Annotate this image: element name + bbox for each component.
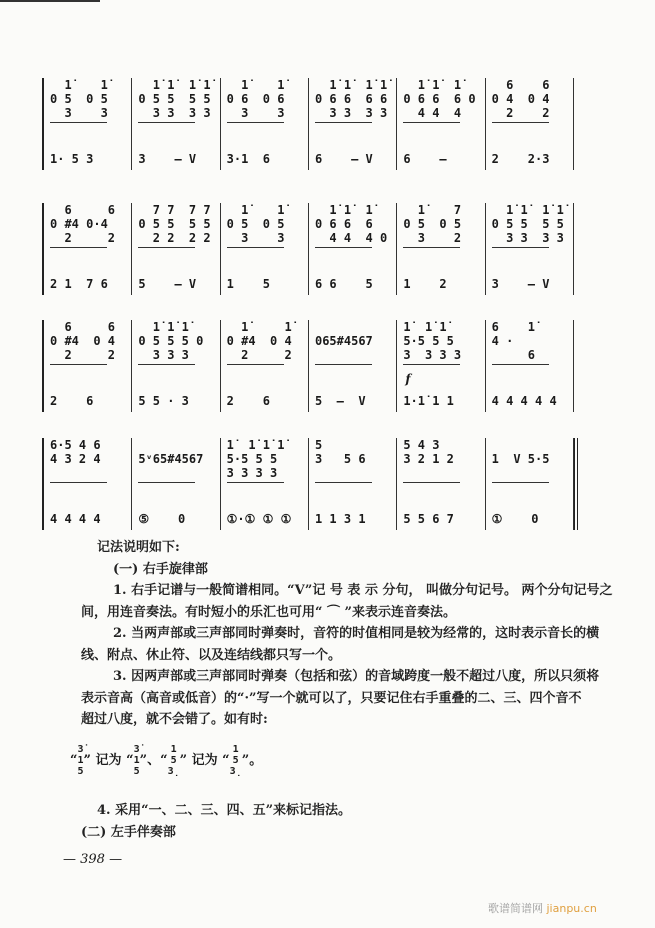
right-hand-row: 6 6 — [491, 78, 550, 92]
measure — [486, 203, 574, 295]
measure — [44, 203, 132, 295]
beam-line — [50, 247, 107, 248]
notation-notes-cont — [81, 800, 351, 843]
right-hand-part — [403, 438, 484, 483]
measure — [44, 78, 132, 170]
right-hand-row — [315, 348, 396, 362]
left-hand-part: ⑤ 0 — [138, 512, 186, 526]
right-hand-row: 0 5 5 5 5 — [138, 217, 211, 231]
measure — [309, 438, 397, 530]
right-hand-row — [138, 438, 219, 452]
right-hand-row: 3 3 3 3 — [138, 106, 211, 120]
beam-line — [403, 482, 460, 483]
note-3-line-2: 表示音高（高音或低音）的“·”写一个就可以了，只要记住右手重叠的二、三、四个音不 — [81, 690, 582, 706]
right-hand-row: 0 #4 0 4 — [50, 334, 116, 348]
right-hand-row: 4 4 4 0 — [314, 231, 388, 245]
right-hand-row: 6·5 4 6 — [50, 438, 101, 452]
right-hand-row: 2 2 — [50, 348, 116, 362]
right-hand-row — [403, 466, 484, 480]
beam-line — [138, 364, 195, 365]
note-1-line-2: 间，用连音奏法。有时短小的乐汇也可用“ ⌒ ”来表示连音奏法。 — [81, 604, 457, 620]
right-hand-row: 0 5 0 5 — [226, 217, 285, 231]
left-hand-part: 1 5 — [226, 277, 271, 291]
right-hand-row: 3 2 — [403, 231, 462, 245]
left-hand-part: 2 1 7 6 — [50, 277, 108, 291]
right-hand-row: 1̇ 1̇ 1̇ 1̇ — [314, 78, 388, 92]
right-hand-row: 3 5 6 — [314, 452, 366, 466]
example-chord-b: 3̇ 1 5 — [133, 744, 140, 777]
left-hand-part: 1 1 3 1 — [314, 512, 366, 526]
right-hand-part — [315, 78, 396, 123]
right-hand-row: 3 3 — [50, 106, 108, 120]
right-hand-part — [492, 203, 573, 248]
notation-notes — [81, 537, 613, 731]
right-hand-row: 0 5 5 5 0 — [138, 334, 204, 348]
score-system — [42, 78, 574, 170]
beam-line — [492, 364, 549, 365]
right-hand-row: 1̇ 1̇ — [50, 78, 108, 92]
beam-line — [50, 482, 107, 483]
note-4: 4. 采用“一、二、三、四、五”来标记指法。 — [97, 803, 352, 818]
measure — [44, 438, 132, 530]
beam-line — [403, 247, 460, 248]
beam-line — [492, 482, 549, 483]
right-hand-row: 3 3 3 3 — [226, 466, 278, 480]
right-hand-part — [315, 203, 396, 248]
beam-line — [227, 364, 284, 365]
right-hand-row: 1̇ 1̇ 1̇ 1̇ — [226, 438, 285, 452]
right-hand-row — [315, 466, 396, 480]
measure — [397, 320, 485, 412]
measure — [221, 203, 309, 295]
chord-notation-example: “3̇ 1̇ 5” 记为 “3̇ 1 5”、“1 5 3̣” 记为 “1 5 3̣”。 — [70, 744, 263, 777]
left-hand-part: ① 0 — [491, 512, 539, 526]
beam-line — [315, 482, 372, 483]
right-hand-row — [492, 466, 573, 480]
right-hand-row: 0 6 6 6 6 — [314, 92, 388, 106]
left-hand-part: 4 4 4 4 4 — [491, 394, 557, 408]
right-hand-row: 3 3 3 3 — [491, 231, 564, 245]
right-hand-part — [50, 203, 131, 248]
scan-edge-mark — [0, 0, 100, 2]
right-hand-row: 1̇ 1̇ 1̇ — [403, 78, 462, 92]
right-hand-part — [315, 320, 396, 365]
measure — [486, 438, 574, 530]
right-hand-part — [50, 320, 131, 365]
left-hand-part: 6 — V — [314, 152, 373, 166]
beam-line — [315, 364, 372, 365]
measure — [486, 320, 574, 412]
dynamic-marking: f — [405, 372, 411, 386]
right-hand-part — [227, 203, 308, 248]
left-hand-part: 3 — V — [138, 152, 197, 166]
beam-line — [138, 482, 195, 483]
right-hand-row: 3 3 — [226, 231, 285, 245]
left-hand-part: ①·① ① ① — [226, 512, 292, 526]
right-hand-row: 1̇ 1̇ 1̇ 1̇ — [138, 78, 211, 92]
right-hand-row: 4 · — [491, 334, 514, 348]
right-hand-part — [403, 203, 484, 248]
beam-line — [315, 247, 372, 248]
right-hand-part — [492, 320, 573, 365]
section-right-hand: (一) 右手旋律部 — [113, 561, 208, 577]
measure — [132, 78, 220, 170]
right-hand-row: 0 #4 0·4 — [50, 217, 108, 231]
example-chord-d: 1 5 3̣ — [229, 744, 242, 777]
right-hand-row: 0 6 6 6 0 — [403, 92, 476, 106]
left-hand-part: 2 6 — [50, 394, 94, 408]
right-hand-row: 0 4 0 4 — [491, 92, 550, 106]
left-hand-part: 3 — V — [491, 277, 550, 291]
note-1-line-1: 1. 右手记谱与一般简谱相同。“V”记 号 表 示 分句， 叫做分句记号。 两个分句记号之 — [113, 583, 613, 598]
score-system — [42, 203, 574, 295]
beam-line — [492, 122, 549, 123]
right-hand-row: 2 2 — [491, 106, 550, 120]
example-chord-a: 3̇ 1̇ 5 — [77, 744, 84, 777]
right-hand-row: 2 2 2 2 — [138, 231, 211, 245]
beam-line — [50, 122, 107, 123]
example-separator: 、 — [147, 753, 161, 768]
beam-line — [138, 122, 195, 123]
right-hand-row: 0 6 6 6 — [314, 217, 373, 231]
right-hand-row: 1̇ 1̇ 1̇ — [403, 320, 447, 334]
measure — [397, 78, 485, 170]
right-hand-row: 1̇ 1̇ 1̇ 1̇ — [491, 203, 564, 217]
beam-line — [50, 364, 107, 365]
notes-heading: 记法说明如下: — [97, 540, 180, 555]
right-hand-row: 4 3 2 4 — [50, 452, 101, 466]
watermark-site-name: 歌谱简谱网 — [488, 902, 543, 915]
measure — [486, 78, 574, 170]
measure — [397, 203, 485, 295]
left-hand-part: 6 — — [403, 152, 447, 166]
left-hand-part: 2 6 — [226, 394, 271, 408]
right-hand-row: 3 3 3 3 — [403, 348, 462, 362]
left-hand-part: 5 — V — [314, 394, 366, 408]
left-hand-part: 2 2·3 — [491, 152, 550, 166]
left-hand-part: 5 5 · 3 — [138, 394, 189, 408]
right-hand-row: 1 V 5·5 — [491, 452, 550, 466]
right-hand-row: 5·5 5 5 — [403, 334, 454, 348]
right-hand-row: 3 2 1 2 — [403, 452, 454, 466]
right-hand-row: 1̇ 1̇ — [226, 203, 285, 217]
measure — [132, 438, 220, 530]
left-hand-part: 3·1 6 — [226, 152, 271, 166]
measure — [221, 320, 309, 412]
beam-line — [227, 122, 284, 123]
measure — [309, 78, 397, 170]
left-hand-part: 1·1̇ 1 1 — [403, 394, 454, 408]
right-hand-row: 0 5 5 5 5 — [138, 92, 211, 106]
right-hand-row: 6 — [491, 348, 535, 362]
beam-line — [492, 247, 549, 248]
measure — [397, 438, 485, 530]
left-hand-part: 4 4 4 4 — [50, 512, 101, 526]
right-hand-row: 6 6 — [50, 203, 116, 217]
right-hand-part — [227, 78, 308, 123]
right-hand-part — [138, 320, 219, 365]
section-left-hand: (二) 左手伴奏部 — [81, 824, 176, 840]
right-hand-row: 5 — [314, 438, 323, 452]
measure — [132, 320, 220, 412]
right-hand-row: 065#4567 — [314, 334, 373, 348]
beam-line — [227, 247, 284, 248]
right-hand-part — [227, 320, 308, 365]
example-recorded-as-1: 记为 — [95, 753, 122, 768]
right-hand-part — [50, 438, 131, 483]
left-hand-part: 6 6 5 — [314, 277, 373, 291]
measure — [309, 203, 397, 295]
right-hand-part — [492, 438, 573, 483]
right-hand-row: 1̇ 1̇ — [226, 78, 285, 92]
right-hand-row: 3 3 3 3 — [314, 106, 388, 120]
right-hand-row: 2 2 — [226, 348, 292, 362]
note-3-line-3: 超过八度，就不会错了。如有时: — [81, 712, 268, 727]
right-hand-row: 1̇ 7 — [403, 203, 462, 217]
right-hand-row: 3 3 — [226, 106, 285, 120]
right-hand-row: 2 2 — [50, 231, 116, 245]
note-3-line-1: 3. 因两声部或三声部同时弹奏（包括和弦）的音域跨度一般不超过八度，所以只须将 — [113, 669, 600, 684]
right-hand-part — [492, 78, 573, 123]
right-hand-row — [138, 466, 219, 480]
right-hand-row: 0 5 0 5 — [403, 217, 462, 231]
right-hand-part — [227, 438, 308, 483]
right-hand-row: 0 6 0 6 — [226, 92, 285, 106]
right-hand-part — [403, 320, 484, 365]
measure — [221, 78, 309, 170]
right-hand-row: 5ᵛ65#4567 — [138, 452, 204, 466]
right-hand-row: 0 5 0 5 — [50, 92, 108, 106]
right-hand-row: 1̇ 1̇ 1̇ — [314, 203, 373, 217]
left-hand-part: 5 5 6 7 — [403, 512, 454, 526]
left-hand-part: 5 — V — [138, 277, 197, 291]
watermark — [488, 900, 597, 916]
measure — [309, 320, 397, 412]
right-hand-part — [50, 78, 131, 123]
beam-line — [227, 482, 284, 483]
right-hand-row: 5·5 5 5 — [226, 452, 278, 466]
watermark-url: jianpu.cn — [546, 902, 597, 915]
note-2-line-1: 2. 当两声部或三声部同时弹奏时，音符的时值相同是较为经常的，这时表示音长的横 — [113, 626, 600, 641]
right-hand-row — [50, 466, 131, 480]
example-recorded-as-2: 记为 — [191, 753, 218, 768]
right-hand-row: 6 1̇ — [491, 320, 535, 334]
beam-line — [403, 122, 460, 123]
left-hand-part: 1 2 — [403, 277, 447, 291]
right-hand-row — [315, 320, 396, 334]
right-hand-row: 1̇ 1̇ — [226, 320, 292, 334]
example-chord-c: 1 5 3̣ — [167, 744, 180, 777]
score-system — [42, 320, 574, 412]
beam-line — [315, 122, 372, 123]
right-hand-part — [138, 78, 219, 123]
measure — [132, 203, 220, 295]
left-hand-part: 1· 5 3 — [50, 152, 94, 166]
right-hand-row — [492, 438, 573, 452]
measure — [221, 438, 309, 530]
right-hand-part — [315, 438, 396, 483]
right-hand-row: 6 6 — [50, 320, 116, 334]
right-hand-row: 0 5 5 5 5 — [491, 217, 564, 231]
page-number: — 398 — — [63, 852, 123, 867]
score-system — [42, 438, 578, 530]
measure — [44, 320, 132, 412]
right-hand-row: 0 #4 0 4 — [226, 334, 292, 348]
right-hand-part — [138, 438, 219, 483]
right-hand-row: 7 7 7 7 — [138, 203, 211, 217]
right-hand-part — [138, 203, 219, 248]
right-hand-row: 4 4 4 — [403, 106, 462, 120]
beam-line — [138, 247, 195, 248]
note-2-line-2: 线、附点、休止符、以及连结线都只写一个。 — [81, 647, 342, 663]
right-hand-row: 5 4 3 — [403, 438, 440, 452]
right-hand-row: 1̇ 1̇ 1̇ — [138, 320, 189, 334]
beam-line — [403, 364, 460, 365]
right-hand-row: 3 3 3 — [138, 348, 189, 362]
right-hand-part — [403, 78, 484, 123]
